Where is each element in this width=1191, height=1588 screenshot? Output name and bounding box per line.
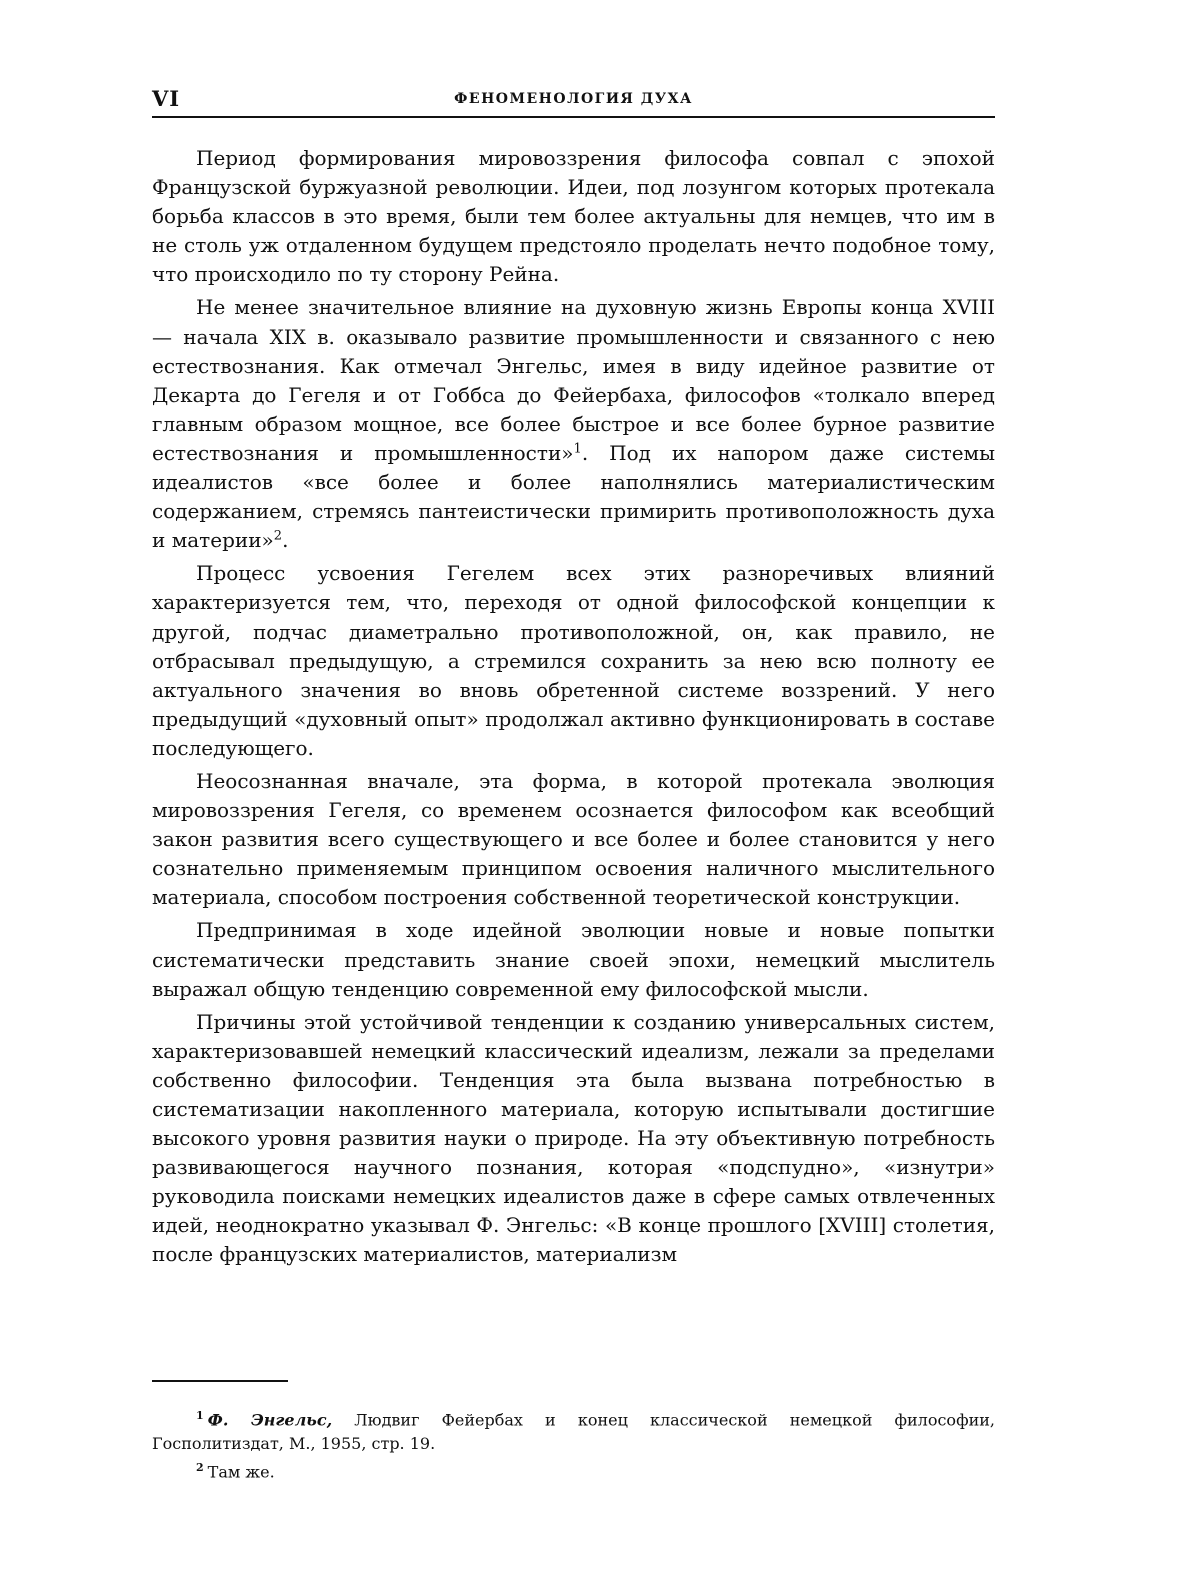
footnote-2 xyxy=(152,1456,995,1484)
footnote-ref-2: 2 xyxy=(273,528,283,544)
running-title: ФЕНОМЕНОЛОГИЯ ДУХА xyxy=(454,91,693,107)
footnote-2-number: 2 xyxy=(196,1461,204,1475)
footnote-1-author: Ф. Энгельс, xyxy=(207,1410,333,1430)
paragraph-2-part-b: . Под их напором даже системы идеалистов «все более и более наполнялись материалистическим содержанием, стремясь пантеистически примирить противоположность духа и материи» xyxy=(152,440,996,553)
paragraph-1: Период формирования мировоззрения философа совпал с эпохой Французской буржуазной революции. Идеи, под лозунгом которых протекала борьба классов в это время, были тем более актуальны для немцев, что им в не столь уж отдаленном будущем предстояло проделать нечто подобное тому, что происходило по ту сторону Рейна. xyxy=(152,146,995,287)
footnotes xyxy=(152,1404,995,1485)
paragraph-5: Предпринимая в ходе идейной эволюции новые и новые попытки систематически представить знание своей эпохи, немецкий мыслитель выражал общую тенденцию современной ему философской мысли. xyxy=(152,918,995,1001)
body-text xyxy=(152,144,995,1274)
footnote-1-text: Людвиг Фейербах и конец классической немецкой философии, Госполитиздат, М., 1955, стр. 19. xyxy=(152,1410,996,1454)
footnote-1 xyxy=(152,1404,995,1456)
footnote-divider xyxy=(152,1380,288,1382)
paragraph-2-part-a: Не менее значительное влияние на духовную жизнь Европы конца XVIII — начала XIX в. оказывало развитие промышленности и связанного с нею естествознания. Как отмечал Энгельс, имея в виду идейное развитие от Декарта до Гегеля и от Гоббса до Фейербаха, философов «толкало вперед главным образом мощное, все более быстрое и все более бурное развитие естествознания и промышленности» xyxy=(152,295,995,465)
paragraph-4: Неосознанная вначале, эта форма, в которой протекала эволюция мировоззрения Гегеля, со временем осознается философом как всеобщий закон развития всего существующего и все более и более становится у него сознательно применяемым принципом освоения наличного мыслительного материала, способом построения собственной теоретической конструкции. xyxy=(152,768,995,910)
paragraph-2-part-c: . xyxy=(282,528,289,553)
page-header xyxy=(152,86,995,118)
footnote-1-number: 1 xyxy=(196,1409,204,1422)
page-number: VI xyxy=(152,86,181,111)
footnote-ref-1: 1 xyxy=(573,441,582,457)
paragraph-2 xyxy=(152,293,995,555)
paragraph-3: Процесс усвоения Гегелем всех этих разноречивых влияний характеризуется тем, что, переходя от одной философской концепции к другой, подчас диаметрально противоположной, он, как правило, не отбрасывал предыдущую, а стремился сохранить за нею всю полноту ее актуального значения во вновь обретенной системе воззрений. У него предыдущий «духовный опыт» продолжал активно функционировать в составе последующего. xyxy=(152,561,995,760)
paragraph-6: Причины этой устойчивой тенденции к созданию универсальных систем, характеризовавшей немецкий классический идеализм, лежали за пределами собственно философии. Тенденция эта была вызвана потребностью в систематизации накопленного материала, которую испытывали достигшие высокого уровня развития науки о природе. На эту объективную потребность развивающегося научного познания, которая «подспудно», «изнутри» руководила поисками немецких идеалистов даже в сфере самых отвлеченных идей, неоднократно указывал Ф. Энгельс: «В конце прошлого [XVIII] столетия, после французских материалистов, материализм xyxy=(152,1009,995,1267)
footnote-2-text: Там же. xyxy=(207,1462,275,1482)
